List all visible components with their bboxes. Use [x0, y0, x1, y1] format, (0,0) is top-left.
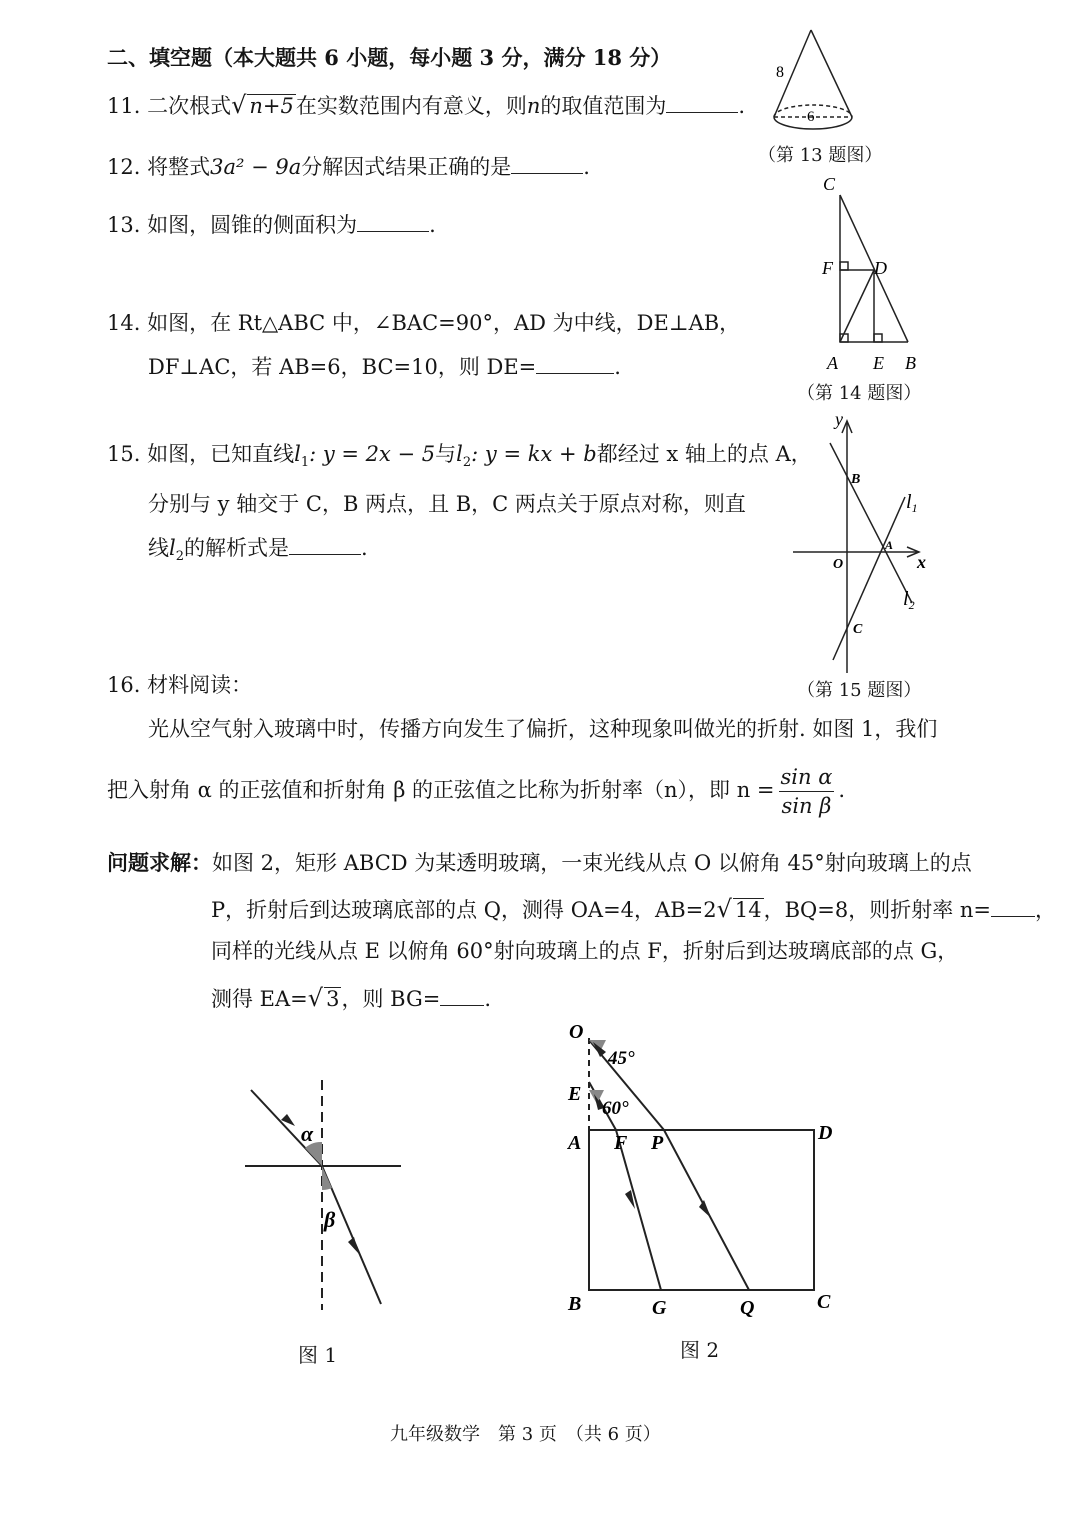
- q14-end: .: [614, 355, 621, 379]
- question-11: [107, 92, 745, 119]
- figure-1-caption: 图 1: [298, 1343, 338, 1367]
- q16-task-4-end: .: [484, 987, 492, 1011]
- fraction-denominator: sin β: [781, 794, 832, 818]
- q14-line-2: DF⊥AC，若 AB=6，BC=10，则 DE=: [148, 355, 537, 379]
- answer-blank-11[interactable]: [666, 94, 738, 113]
- q16-number: 16.: [107, 673, 141, 697]
- label-A: A: [827, 353, 838, 373]
- q16-task-2-end: ，: [1035, 898, 1057, 922]
- q15-l2-sub: 2: [462, 455, 472, 471]
- q15-line-3a: 线: [148, 536, 169, 560]
- q13-end: .: [429, 213, 436, 237]
- q14-number: 14.: [107, 311, 141, 335]
- angle-60-label: 60°: [602, 1098, 629, 1119]
- question-12: [107, 154, 590, 180]
- q16-task-line-1: [107, 850, 972, 876]
- q16-task-1: 如图 2，矩形 ABCD 为某透明玻璃，一束光线从点 O 以俯角 45°射向玻璃上的点: [212, 851, 972, 875]
- radical-sign-icon: √: [231, 91, 247, 119]
- q13-text: 如图，圆锥的侧面积为: [147, 213, 358, 237]
- q15-line-3b: 的解析式是: [184, 536, 289, 560]
- q11-text-3: 的取值范围为: [540, 94, 667, 118]
- figure-1-refraction: [235, 1068, 415, 1318]
- q16-radicand-3: 3: [326, 987, 340, 1011]
- figure-13-caption: （第 13 题图）: [758, 145, 883, 166]
- beta-label: β: [324, 1207, 336, 1232]
- question-16: [107, 672, 252, 698]
- q16-paragraph-2: [107, 763, 845, 820]
- q16-task-line-4: [211, 985, 491, 1012]
- refracted-arrow-icon: [348, 1237, 359, 1254]
- point-P-label: P: [651, 1132, 664, 1154]
- q16-task-line-3: 同样的光线从点 E 以俯角 60°射向玻璃上的点 F，折射后到达玻璃底部的点 G，: [211, 939, 959, 963]
- q12-text-2: 分解因式结果正确的是: [301, 155, 512, 179]
- figure-2-caption: 图 2: [680, 1338, 720, 1362]
- point-C-label: C: [853, 622, 863, 637]
- line-l2-label: [903, 588, 915, 612]
- point-B-label: B: [851, 472, 861, 487]
- point-O-label: O: [569, 1021, 584, 1043]
- q15-end: .: [361, 536, 368, 560]
- q11-text-1: 二次根式: [147, 94, 232, 118]
- answer-blank-16-n[interactable]: [991, 898, 1035, 917]
- figure-14-triangle: [810, 170, 930, 375]
- point-C-label: C: [817, 1291, 831, 1313]
- cone-slant-label: 8: [776, 64, 784, 81]
- point-B-label: B: [568, 1293, 582, 1315]
- page-footer: 九年级数学 第 3 页 （共 6 页）: [390, 1424, 661, 1445]
- radical-sign-icon: √: [716, 895, 732, 923]
- point-Q-label: Q: [740, 1297, 755, 1319]
- q16-radicand-14: 14: [734, 898, 762, 922]
- q15-l2-ref-sub: 2: [175, 549, 184, 565]
- line-l1-label: [906, 491, 918, 515]
- figure-14-caption: （第 14 题图）: [797, 383, 922, 404]
- q15-text-1: 如图，已知直线: [147, 442, 295, 466]
- q11-text-2: 在实数范围内有意义，则: [295, 94, 527, 118]
- q16-p2-end: .: [838, 778, 846, 802]
- q15-l2: l: [456, 442, 463, 466]
- q15-eq-1: : y = 2x − 5: [309, 442, 436, 466]
- label-F: F: [822, 258, 833, 278]
- point-A-label: A: [568, 1132, 582, 1154]
- answer-blank-16-bg[interactable]: [440, 987, 484, 1006]
- radical-sign-icon: √: [307, 984, 324, 1012]
- q11-variable: n: [526, 94, 541, 118]
- l1-letter: l: [906, 491, 912, 513]
- q16-task-4a: 测得 EA=: [211, 987, 308, 1011]
- q11-end: .: [738, 94, 746, 118]
- figure-15-coordinate-graph: [785, 405, 945, 680]
- point-E-label: E: [568, 1083, 582, 1105]
- q15-l2-ref: l: [169, 536, 176, 560]
- q16-task-2a: P，折射后到达玻璃底部的点 Q，测得 OA=4，AB=2: [211, 898, 717, 922]
- origin-O-label: O: [833, 557, 844, 572]
- label-B: B: [905, 353, 916, 373]
- label-C: C: [823, 174, 836, 194]
- figure-15-caption: （第 15 题图）: [797, 680, 922, 701]
- q15-eq-2: : y = kx + b: [471, 442, 597, 466]
- q11-radicand: n+5: [249, 94, 294, 118]
- q12-text-1: 将整式: [147, 155, 211, 179]
- q15-l1: l: [294, 442, 301, 466]
- q16-task-line-2: [211, 896, 1056, 923]
- point-D-label: D: [818, 1122, 833, 1144]
- q14-line-1: 如图，在 Rt△ABC 中，∠BAC=90°，AD 为中线，DE⊥AB，: [147, 311, 741, 335]
- answer-blank-13[interactable]: [357, 213, 429, 232]
- label-E: E: [873, 353, 884, 373]
- alpha-label: α: [301, 1121, 314, 1146]
- answer-blank-12[interactable]: [511, 155, 583, 174]
- axis-y-label: y: [835, 409, 843, 429]
- task-label: 问题求解：: [107, 850, 212, 875]
- q16-paragraph-1: 光从空气射入玻璃中时，传播方向发生了偏折，这种现象叫做光的折射. 如图 1，我们: [148, 717, 938, 741]
- answer-blank-15[interactable]: [289, 536, 361, 555]
- q12-end: .: [583, 155, 590, 179]
- refraction-fraction: [779, 763, 835, 820]
- q12-expression: 3a² − 9a: [210, 155, 302, 179]
- q15-text-3: 都经过 x 轴上的点 A，: [596, 442, 812, 466]
- figure-2-glass-rectangle: [560, 1018, 850, 1328]
- q16-p2: 把入射角 α 的正弦值和折射角 β 的正弦值之比称为折射率（n），即 n =: [107, 778, 775, 802]
- q15-text-2: 与: [435, 442, 457, 466]
- arrow-pq-icon: [699, 1200, 711, 1218]
- q11-number: 11.: [107, 94, 141, 118]
- q16-task-4b: ，则 BG=: [341, 987, 441, 1011]
- q16-title: 材料阅读：: [147, 673, 253, 697]
- label-D: D: [874, 258, 887, 278]
- fraction-numerator: sin α: [779, 763, 835, 792]
- q15-l1-sub: 1: [300, 455, 310, 471]
- question-14-line-2: [148, 354, 621, 380]
- question-15-line-3: [148, 535, 368, 570]
- point-G-label: G: [652, 1297, 667, 1319]
- section-title: 二、填空题（本大题共 6 小题，每小题 3 分，满分 18 分）: [107, 45, 672, 70]
- angle-beta-shade: [322, 1166, 332, 1190]
- l2-letter: l: [903, 588, 909, 610]
- q12-number: 12.: [107, 155, 141, 179]
- axis-x-label: x: [917, 552, 926, 572]
- question-13: [107, 212, 436, 238]
- question-14: [107, 310, 740, 336]
- question-15: [107, 441, 812, 476]
- point-F-label: F: [614, 1132, 628, 1154]
- q16-task-2b: ，BQ=8，则折射率 n=: [763, 898, 992, 922]
- q13-number: 13.: [107, 213, 141, 237]
- angle-45-label: 45°: [608, 1048, 635, 1069]
- l2-sub: 2: [908, 598, 915, 612]
- point-A-label: A: [885, 538, 894, 552]
- q15-number: 15.: [107, 442, 141, 466]
- l1-sub: 1: [911, 501, 918, 515]
- q15-line-2: 分别与 y 轴交于 C，B 两点，且 B，C 两点关于原点对称，则直: [148, 492, 746, 516]
- answer-blank-14[interactable]: [536, 355, 614, 374]
- cone-diameter-label: 6: [807, 109, 815, 125]
